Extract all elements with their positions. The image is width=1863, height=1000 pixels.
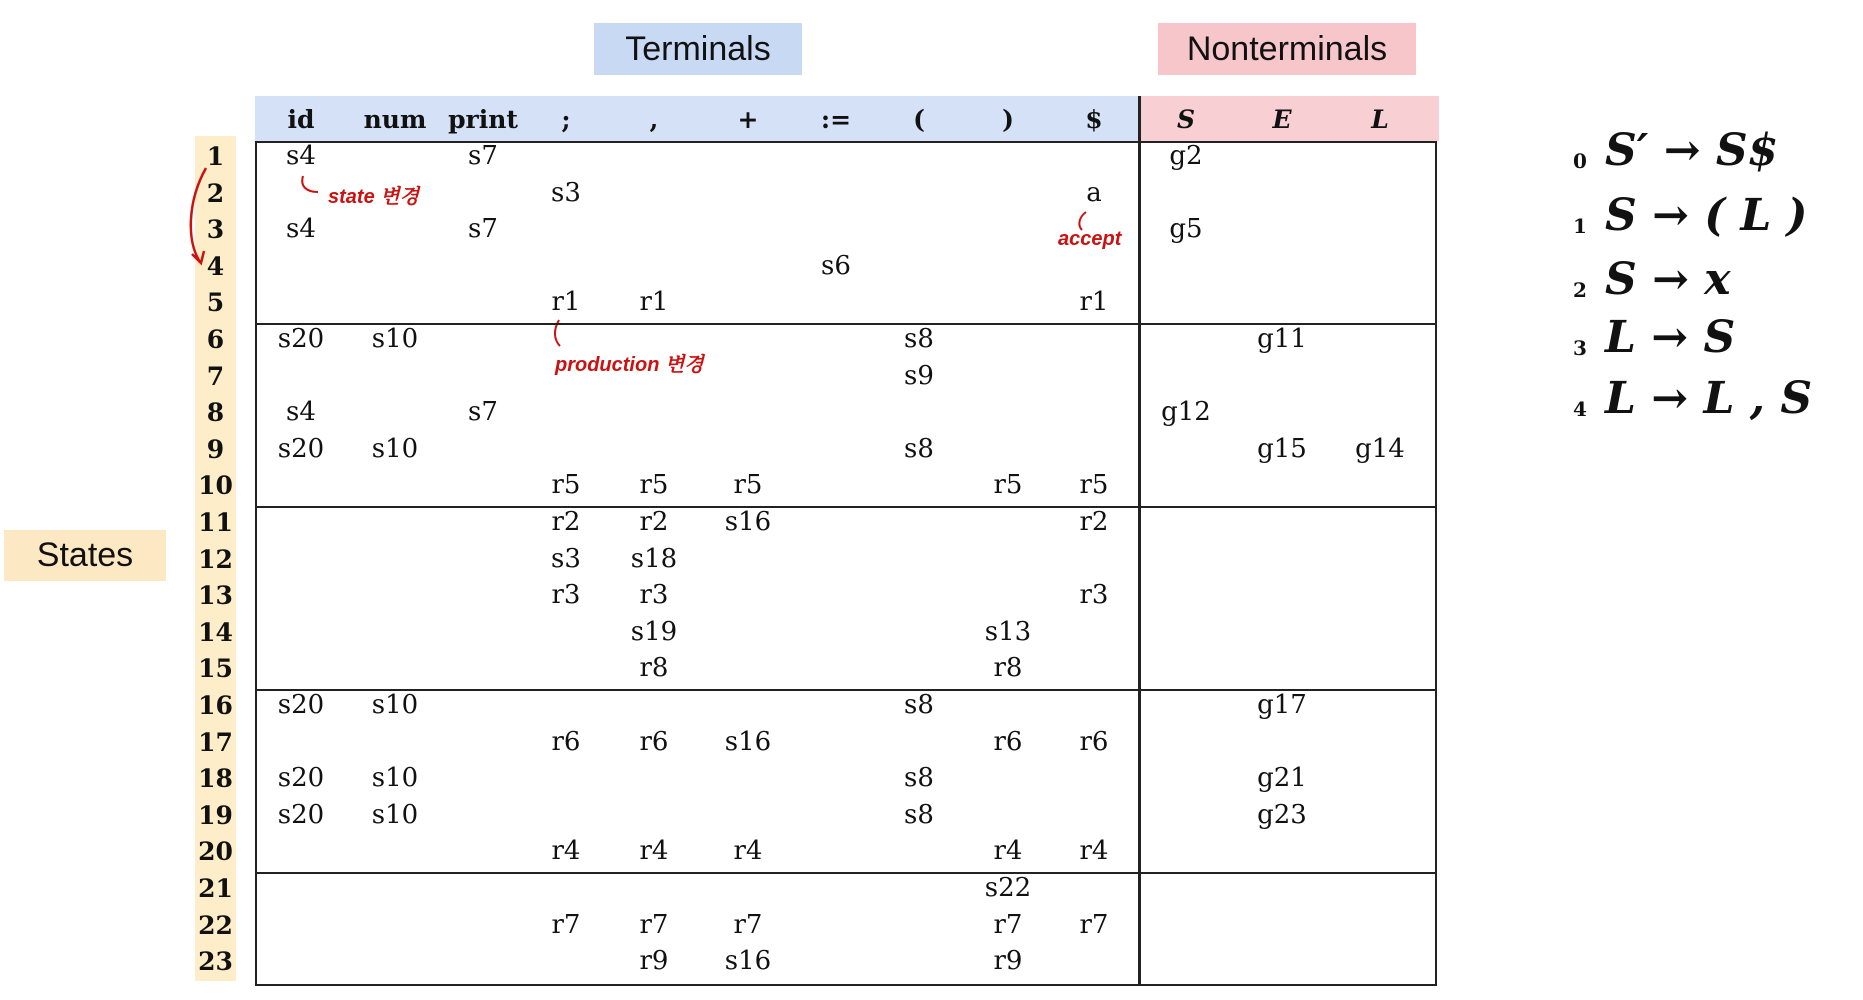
state-number: 20	[198, 837, 233, 867]
table-cell: r8	[993, 653, 1023, 684]
group-separator-line	[255, 872, 1437, 874]
column-header-terminal: (	[913, 105, 925, 134]
table-cell: s10	[371, 324, 419, 354]
terminals-label: Terminals	[594, 23, 802, 75]
table-cell: g2	[1169, 141, 1203, 171]
table-cell: s8	[904, 324, 934, 354]
table-cell: r3	[639, 580, 669, 611]
table-cell: r5	[993, 470, 1023, 501]
production-index: 1	[1573, 214, 1587, 238]
table-cell: r1	[1079, 287, 1109, 318]
column-header-terminal: +	[737, 105, 759, 134]
production-rule: L → L , S	[1605, 373, 1813, 424]
column-header-terminal: )	[1002, 105, 1014, 134]
table-cell: r4	[551, 836, 581, 867]
table-cell: r4	[1079, 836, 1109, 867]
table-cell: s3	[551, 543, 581, 574]
production-index: 0	[1573, 149, 1587, 173]
state-number: 9	[206, 434, 225, 464]
table-cell: s10	[371, 433, 419, 464]
table-cell: s8	[904, 799, 934, 830]
state-number: 11	[198, 508, 233, 537]
table-cell: s7	[468, 397, 498, 428]
table-cell: a	[1086, 177, 1102, 208]
table-cell: g11	[1257, 324, 1307, 354]
production-rule: S → x	[1605, 254, 1731, 305]
production-rule: L → S	[1605, 312, 1736, 363]
column-header-nonterminal: L	[1371, 105, 1389, 134]
table-cell: s16	[724, 726, 772, 757]
column-header-terminal: id	[287, 105, 315, 134]
table-cell: s10	[371, 763, 419, 794]
production-index: 3	[1573, 336, 1587, 360]
table-cell: g23	[1257, 799, 1307, 830]
table-cell: s8	[904, 690, 934, 720]
table-cell: r7	[551, 909, 581, 940]
state-number: 21	[198, 874, 233, 903]
column-header-nonterminal: S	[1176, 105, 1196, 134]
state-number: 2	[206, 178, 225, 208]
state-number: 23	[198, 947, 233, 977]
table-cell: s10	[371, 799, 419, 830]
table-cell: r5	[1079, 470, 1109, 501]
table-cell: s8	[904, 763, 934, 794]
state-number: 12	[198, 544, 233, 574]
table-cell: g17	[1257, 690, 1307, 720]
table-cell: s3	[551, 177, 581, 208]
state-number: 17	[198, 727, 233, 757]
table-cell: s18	[630, 543, 678, 574]
table-cell: s16	[724, 507, 772, 537]
state-number: 4	[206, 251, 225, 281]
table-cell: s19	[630, 616, 678, 647]
table-cell: s10	[371, 690, 419, 720]
table-cell: s20	[277, 799, 325, 830]
table-cell: s13	[984, 616, 1032, 647]
table-cell: s20	[277, 763, 325, 794]
production-index: 4	[1573, 397, 1587, 421]
column-header-terminal: $	[1085, 105, 1103, 134]
table-cell: s7	[468, 214, 498, 245]
table-cell: r9	[639, 946, 669, 977]
column-header-terminal: ,	[649, 105, 659, 134]
table-cell: r5	[639, 470, 669, 501]
state-number: 10	[198, 471, 233, 501]
table-cell: r1	[551, 287, 581, 318]
production-rule: S → ( L )	[1605, 190, 1808, 241]
table-cell: g14	[1355, 433, 1405, 464]
state-number: 3	[206, 215, 225, 245]
table-cell: r2	[1079, 507, 1109, 537]
state-change-hook	[302, 176, 318, 192]
state-number: 7	[206, 361, 225, 391]
table-cell: r2	[551, 507, 581, 537]
table-cell: r8	[639, 653, 669, 684]
table-cell: s9	[904, 360, 934, 391]
state-change-annotation: state 변경	[328, 186, 419, 208]
table-cell: s8	[904, 433, 934, 464]
column-header-terminal: num	[363, 105, 427, 134]
table-cell: s4	[286, 397, 316, 428]
table-cell: g21	[1257, 763, 1307, 794]
table-cell: r6	[993, 726, 1023, 757]
table-cell: r1	[639, 287, 669, 318]
table-cell: r6	[551, 726, 581, 757]
table-cell: r5	[733, 470, 763, 501]
state-number: 16	[198, 691, 233, 720]
table-cell: g15	[1257, 433, 1307, 464]
state-number: 15	[198, 654, 233, 684]
table-cell: s4	[286, 141, 316, 171]
table-cell: s20	[277, 324, 325, 354]
column-header-nonterminal: E	[1272, 105, 1292, 134]
state-number: 13	[198, 581, 233, 611]
table-cell: s6	[821, 250, 851, 281]
column-header-terminal: print	[448, 105, 518, 134]
table-cell: r2	[639, 507, 669, 537]
state-number: 22	[198, 910, 233, 940]
accept-annotation: accept	[1058, 228, 1122, 250]
table-cell: r5	[551, 470, 581, 501]
state-number: 6	[206, 325, 225, 354]
table-cell: r3	[551, 580, 581, 611]
table-cell: s4	[286, 214, 316, 245]
table-cell: r4	[733, 836, 763, 867]
table-cell: g12	[1161, 397, 1211, 428]
table-cell: s20	[277, 690, 325, 720]
table-cell: r7	[993, 909, 1023, 940]
column-header-terminal: :=	[820, 105, 852, 134]
nonterminals-label: Nonterminals	[1158, 23, 1416, 75]
table-cell: r6	[639, 726, 669, 757]
table-cell: r7	[639, 909, 669, 940]
production-index: 2	[1573, 278, 1587, 302]
table-cell: s16	[724, 946, 772, 977]
state-number: 5	[206, 288, 225, 318]
state-number: 14	[198, 617, 233, 647]
state-number: 1	[206, 142, 225, 171]
table-cell: r7	[733, 909, 763, 940]
state-number: 8	[206, 398, 225, 428]
table-cell: r6	[1079, 726, 1109, 757]
group-separator-line	[255, 506, 1437, 508]
state-number: 18	[198, 764, 233, 794]
table-cell: r7	[1079, 909, 1109, 940]
table-cell: s20	[277, 433, 325, 464]
table-cell: r3	[1079, 580, 1109, 611]
table-cell: r4	[639, 836, 669, 867]
production-change-annotation: production 변경	[555, 354, 704, 376]
table-cell: r4	[993, 836, 1023, 867]
table-cell: g5	[1169, 214, 1203, 245]
column-header-terminal: ;	[561, 105, 571, 134]
states-label: States	[4, 530, 166, 581]
table-cell: s7	[468, 141, 498, 171]
table-cell: s22	[984, 873, 1032, 903]
production-rule: S′ → S$	[1605, 125, 1779, 176]
state-number: 19	[198, 800, 233, 830]
table-cell: r9	[993, 946, 1023, 977]
